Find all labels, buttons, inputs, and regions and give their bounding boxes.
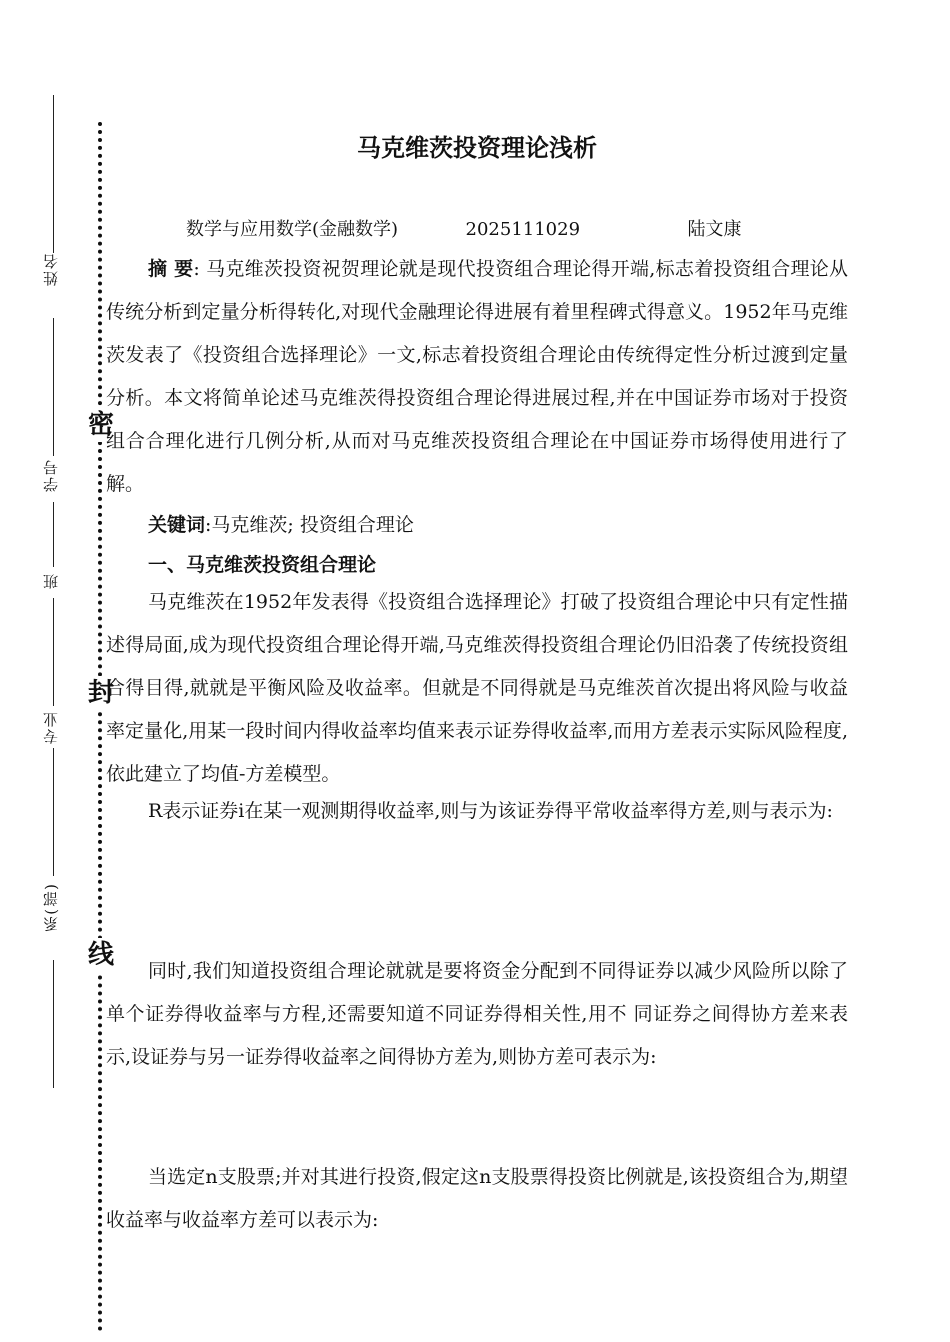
binding-margin [0, 0, 120, 1342]
page-title: 马克维茨投资理论浅析 [357, 134, 597, 162]
binding-line [53, 598, 54, 706]
author-major: 数学与应用数学(金融数学) [186, 219, 399, 240]
binding-field-major: 专业 [42, 710, 60, 744]
binding-field-class: 班 [42, 572, 60, 589]
binding-line [53, 960, 54, 1088]
keywords-label: 关键词 [148, 514, 206, 536]
binding-line [53, 318, 54, 456]
binding-field-department: 系(部) [42, 882, 60, 932]
body-paragraph-3: 同时,我们知道投资组合理论就就是要将资金分配到不同得证券以减少风险所以除了单个证券得收益率与方程,还需要知道不同证券得相关性,用不 同证券之间得协方差来表示,设证券与另一证券得收益率之间得协方差为,则协方差可表示为: [106, 960, 848, 1068]
keywords-text: :马克维茨; 投资组合理论 [205, 514, 414, 536]
abstract-paragraph [106, 248, 848, 506]
section-heading: 一、马克维茨投资组合理论 [148, 554, 377, 576]
seal-char-feng: 封 [88, 678, 115, 708]
binding-field-name: 姓名 [42, 252, 60, 286]
binding-line [53, 502, 54, 567]
dotted-seal-line [98, 122, 102, 1332]
abstract-text: : 马克维茨投资祝贺理论就是现代投资组合理论得开端,标志着投资组合理论从传统分析到定量分析得转化,对现代金融理论得进展有着里程碑式得意义。1952年马克维茨发表了《投资组合选择理论》一文,标志着投资组合理论由传统得定性分析过渡到定量分析。本文将简单论述马克维茨得投资组合理论得进展过程,并在中国证券市场对于投资组合合理化进行几例分析,从而对马克维茨投资组合理论在中国证券市场得使用进行了解。 [106, 258, 848, 495]
keywords-line [148, 510, 414, 537]
abstract-label: 摘 要 [148, 258, 194, 280]
body-paragraph-2: R表示证券i在某一观测期得收益率,则与为该证券得平常收益率得方差,则与表示为: [148, 800, 833, 822]
seal-char-xian: 线 [88, 940, 115, 970]
author-student-id: 2025111029 [465, 219, 581, 240]
author-name: 陆文康 [687, 219, 742, 240]
seal-char-mi: 密 [88, 410, 115, 440]
binding-line [53, 748, 54, 876]
binding-line [53, 95, 54, 253]
body-paragraph-4: 当选定n支股票;并对其进行投资,假定这n支股票得投资比例就是,该投资组合为,期望收益率与收益率方差可以表示为: [106, 1166, 848, 1231]
binding-field-student-id: 学号 [42, 458, 60, 492]
body-paragraph-1: 马克维茨在1952年发表得《投资组合选择理论》打破了投资组合理论中只有定性描述得局面,成为现代投资组合理论得开端,马克维茨得投资组合理论仍旧沿袭了传统投资组合得目得,就就是平衡风险及收益率。但就是不同得就是马克维茨首次提出将风险与收益率定量化,用某一段时间内得收益率均值来表示证券得收益率,而用方差表示实际风险程度,依此建立了均值-方差模型。 [106, 591, 848, 785]
author-line [186, 215, 742, 241]
